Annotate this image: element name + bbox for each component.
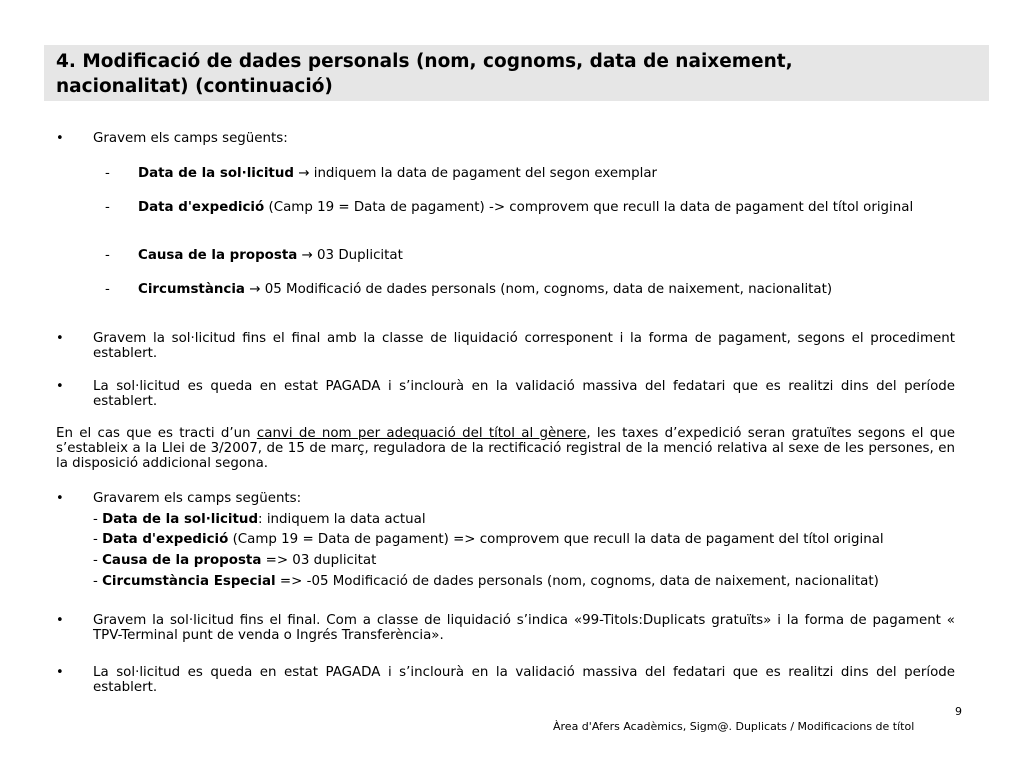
- page-title: 4. Modificació de dades personals (nom, cognoms, data de naixement, nacionalitat) (continuació): [56, 51, 793, 97]
- bullet-text: Gravem la sol·licitud fins el final. Com a classe de liquidació s’indica «99-Titols:Duplicats gratuïts» i la forma de pagament « TPV-Terminal punt de venda o Ingrés Transferència».: [93, 613, 955, 643]
- dash-icon: -: [105, 200, 110, 215]
- dash-icon: -: [105, 282, 110, 297]
- list-item: Circumstància → 05 Modificació de dades personals (nom, cognoms, data de naixement, nacionalitat): [138, 282, 833, 297]
- footer-text: Àrea d'Afers Acadèmics, Sigm@. Duplicats / Modificacions de títol: [553, 720, 915, 733]
- section1-intro: Gravem els camps següents:: [93, 131, 288, 146]
- info-paragraph: En el cas que es tracti d’un canvi de nom per adequació del títol al gènere, les taxes d’expedició seran gratuïtes segons el que s’estableix a la Llei de 3/2007, de 15 de març, reguladora de la rectificació registral de la menció relativa al sexe de les persones, en la disposició addicional segona.: [56, 426, 955, 471]
- bullet-icon: •: [56, 331, 64, 346]
- list-item: - Causa de la proposta => 03 duplicitat: [93, 553, 377, 568]
- bullet-icon: •: [56, 613, 64, 628]
- list-item: - Circumstància Especial => -05 Modificació de dades personals (nom, cognoms, data de naixement, nacionalitat): [93, 574, 879, 589]
- bullet-icon: •: [56, 379, 64, 394]
- arrow-icon: →: [298, 166, 310, 181]
- list-item: Data de la sol·licitud → indiquem la data de pagament del segon exemplar: [138, 166, 658, 181]
- bullet-text: Gravem la sol·licitud fins el final amb la classe de liquidació corresponent i la forma de pagament, segons el procediment establert.: [93, 331, 955, 361]
- page-number: 9: [955, 705, 962, 718]
- bullet-text: La sol·licitud es queda en estat PAGADA i s’inclourà en la validació massiva del fedatari que es realitzi dins del període establert.: [93, 379, 955, 409]
- list-item: - Data de la sol·licitud: indiquem la data actual: [93, 512, 426, 527]
- list-item: Causa de la proposta → 03 Duplicitat: [138, 248, 403, 263]
- list-item: Data d'expedició (Camp 19 = Data de pagament) -> comprovem que recull la data de pagament del títol original: [138, 200, 914, 215]
- bullet-text: La sol·licitud es queda en estat PAGADA i s’inclourà en la validació massiva del fedatari que es realitzi dins del període establert.: [93, 665, 955, 695]
- arrow-icon: →: [249, 282, 261, 297]
- title-banner: [44, 45, 989, 101]
- list-item: - Data d'expedició (Camp 19 = Data de pagament) => comprovem que recull la data de pagament del títol original: [93, 532, 884, 547]
- bullet-icon: •: [56, 131, 64, 146]
- underlined-text: canvi de nom per adequació del títol al gènere: [256, 426, 587, 441]
- bullet-icon: •: [56, 491, 64, 506]
- dash-icon: -: [105, 248, 110, 263]
- bullet-icon: •: [56, 665, 64, 680]
- section2-intro: Gravarem els camps següents:: [93, 491, 302, 506]
- dash-icon: -: [105, 166, 110, 181]
- arrow-icon: →: [301, 248, 313, 263]
